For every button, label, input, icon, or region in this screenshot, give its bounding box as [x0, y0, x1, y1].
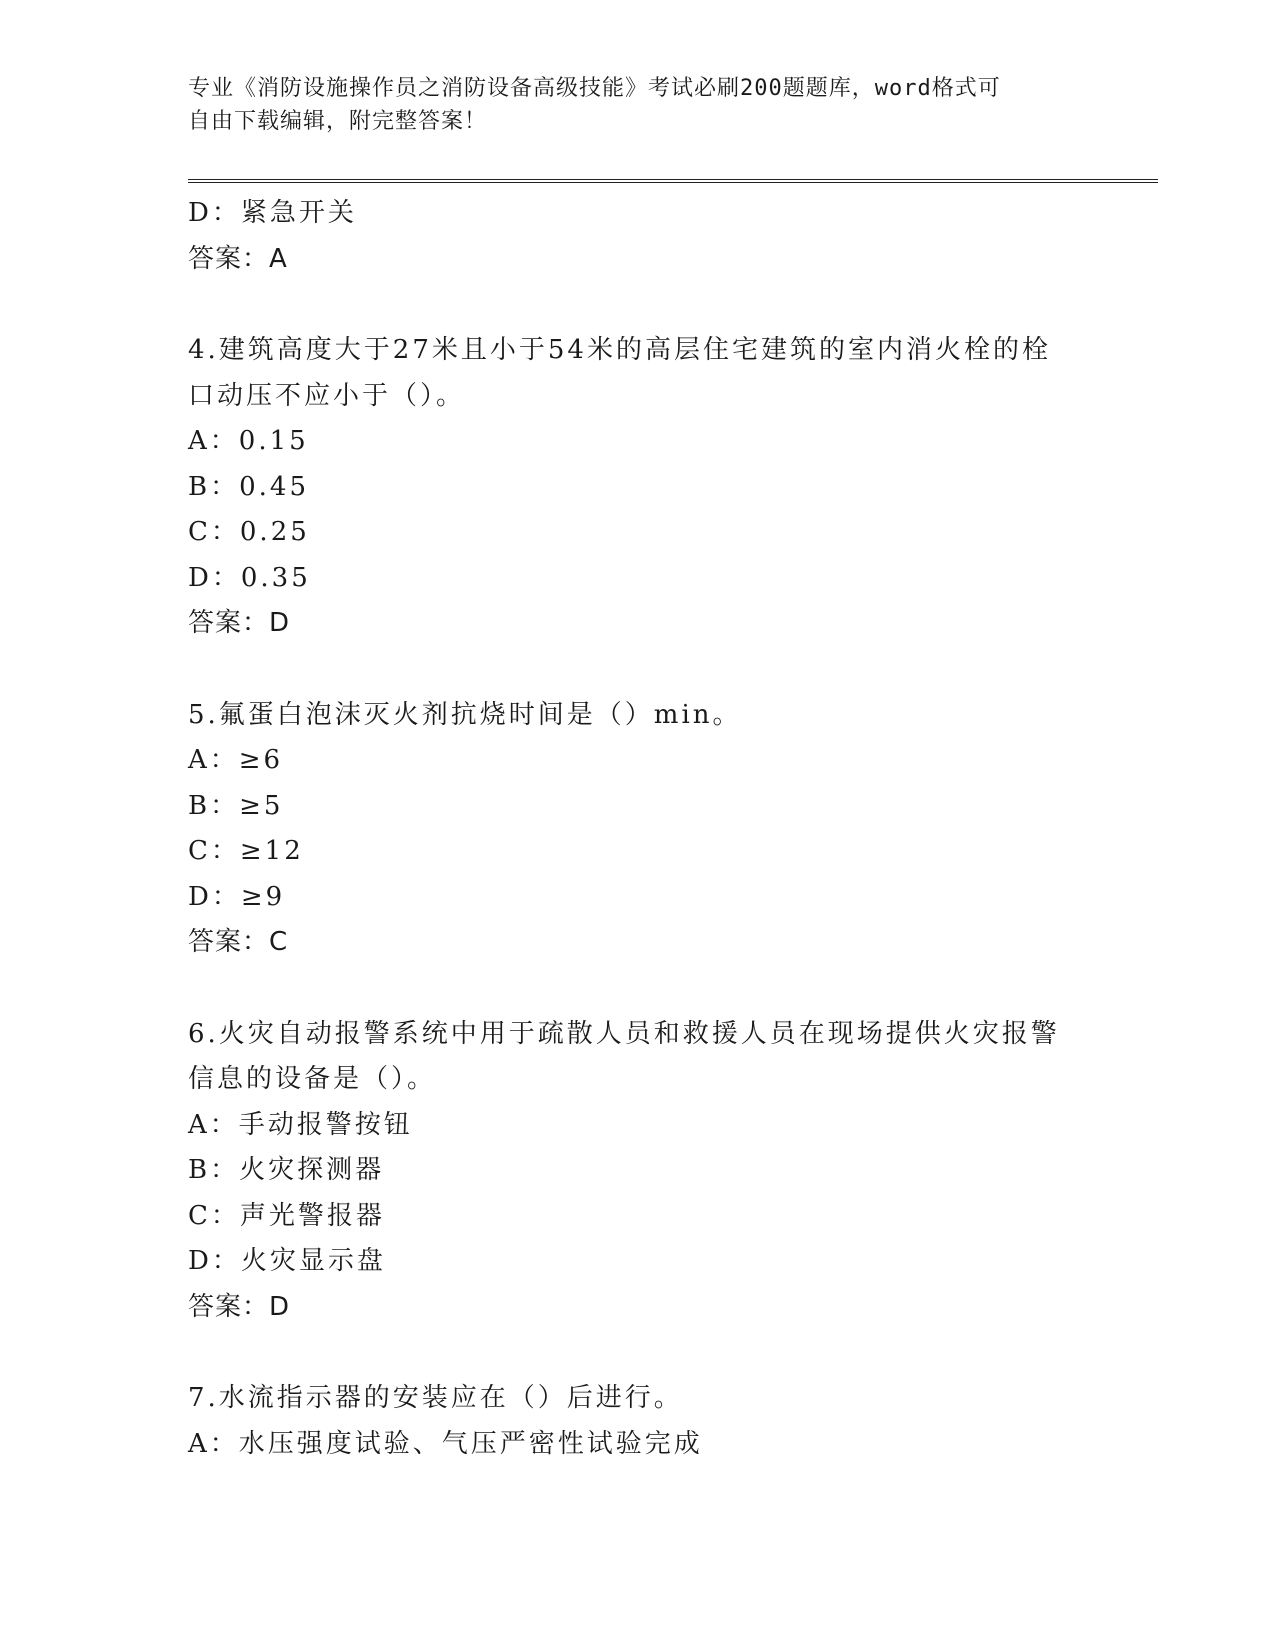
question-text-line-1: 7.水流指示器的安装应在（）后进行。 [188, 1383, 683, 1413]
header-line-1: 专业《消防设施操作员之消防设备高级技能》考试必刷200题题库，word格式可 [188, 76, 1001, 101]
option-b: B：0.45 [188, 471, 309, 502]
option-a: A：手动报警按钮 [188, 1109, 413, 1140]
question-text-line-1: 6.火灾自动报警系统中用于疏散人员和救援人员在现场提供火灾报警 [188, 1018, 1060, 1049]
block-spacer [188, 282, 1088, 328]
header-divider [188, 179, 1158, 183]
block-spacer [188, 1330, 1088, 1376]
option-a: A：≥6 [188, 745, 284, 775]
option-c: C：≥12 [188, 836, 304, 866]
option-d: D：≥9 [188, 881, 286, 912]
question-text-line-1: 4.建筑高度大于27米且小于54米的高层住宅建筑的室内消火栓的栓 [188, 335, 1051, 365]
question-block-7 [188, 1376, 1088, 1467]
block-spacer [188, 647, 1088, 693]
question-text-line-2: 口动压不应小于（）。 [188, 380, 466, 411]
question-text-line-2: 信息的设备是（）。 [188, 1064, 437, 1094]
answer-line: 答案：D [188, 608, 291, 638]
header-line-2: 自由下载编辑，附完整答案！ [188, 109, 488, 134]
question-block-4 [188, 328, 1088, 647]
option-a: A：水压强度试验、气压严密性试验完成 [188, 1428, 703, 1459]
block-spacer [188, 966, 1088, 1012]
question-text-line-1: 5.氟蛋白泡沫灭火剂抗烧时间是（）min。 [188, 699, 742, 730]
option-d: D：0.35 [188, 562, 311, 593]
option-b: B：火灾探测器 [188, 1155, 385, 1185]
answer-line: 答案：C [188, 927, 289, 957]
page-header [188, 72, 1068, 138]
option-b: B：≥5 [188, 790, 284, 821]
option-d: D：紧急开关 [188, 198, 357, 228]
answer-line: 答案：A [188, 243, 288, 274]
option-c: C：0.25 [188, 517, 310, 547]
question-block-3-tail [188, 191, 1088, 282]
question-block-5 [188, 693, 1088, 966]
document-body [188, 191, 1088, 1467]
question-block-6 [188, 1012, 1088, 1331]
option-c: C：声光警报器 [188, 1200, 385, 1231]
option-a: A：0.15 [188, 426, 309, 456]
option-d: D：火灾显示盘 [188, 1246, 386, 1276]
answer-line: 答案：D [188, 1291, 291, 1322]
